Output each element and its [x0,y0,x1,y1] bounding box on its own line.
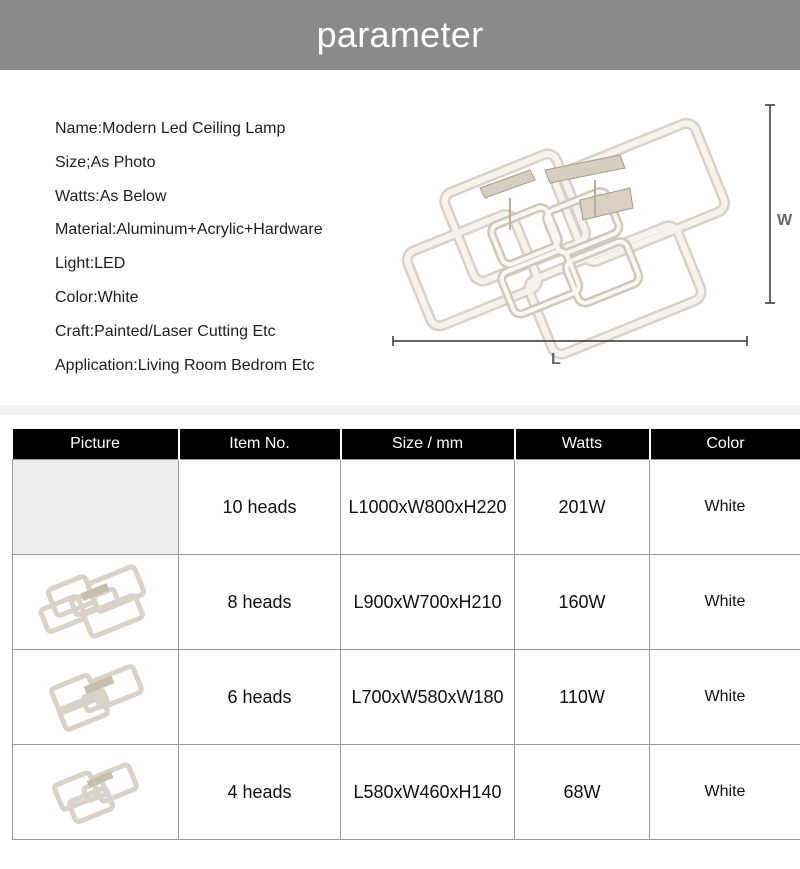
parameter-banner [0,0,800,70]
product-thumbnail [13,745,179,840]
spec-list [55,119,385,389]
watts-cell: 110W [515,650,650,745]
width-dimension [765,105,775,303]
lamp-thumbnail-6 [36,659,156,735]
lamp-thumbnail-4 [41,754,151,830]
item-cell: 8 heads [179,555,341,650]
size-cell: L580xW460xH140 [341,745,515,840]
banner-title: parameter [316,14,484,55]
spec-size: Size;As Photo [55,153,156,171]
lamp-dimension-figure [385,100,800,370]
header-size: Size / mm [341,429,515,460]
lamp-illustration [385,100,800,370]
product-thumbnail [13,650,179,745]
color-cell: White [650,650,800,745]
color-cell: White [650,460,800,555]
header-color: Color [650,429,800,460]
product-thumbnail [13,460,179,555]
model-table [12,429,800,840]
length-dimension [393,336,747,346]
width-label: W [777,212,793,229]
spec-watts: Watts:As Below [55,187,167,205]
header-watts: Watts [515,429,650,460]
header-picture: Picture [13,429,179,460]
length-label: L [551,351,561,368]
color-cell: White [650,555,800,650]
color-cell: White [650,745,800,840]
item-cell: 4 heads [179,745,341,840]
spec-name: Name:Modern Led Ceiling Lamp [55,120,286,137]
section-divider [0,405,800,415]
size-cell: L900xW700xH210 [341,555,515,650]
table-header-row [13,429,800,460]
size-cell: L700xW580xW180 [341,650,515,745]
product-thumbnail [13,555,179,650]
item-cell: 6 heads [179,650,341,745]
table-row [13,555,800,650]
spec-color: Color:White [55,288,139,306]
table-row [13,650,800,745]
lamp-thumbnail-8 [31,562,161,642]
spec-craft: Craft:Painted/Laser Cutting Etc [55,322,276,340]
watts-cell: 201W [515,460,650,555]
item-cell: 10 heads [179,460,341,555]
watts-cell: 160W [515,555,650,650]
watts-cell: 68W [515,745,650,840]
table-row [13,460,800,555]
header-item-no: Item No. [179,429,341,460]
spec-material: Material:Aluminum+Acrylic+Hardware [55,221,323,239]
spec-application: Application:Living Room Bedrom Etc [55,356,315,374]
spec-light: Light:LED [55,255,126,273]
size-cell: L1000xW800xH220 [341,460,515,555]
table-row [13,745,800,840]
